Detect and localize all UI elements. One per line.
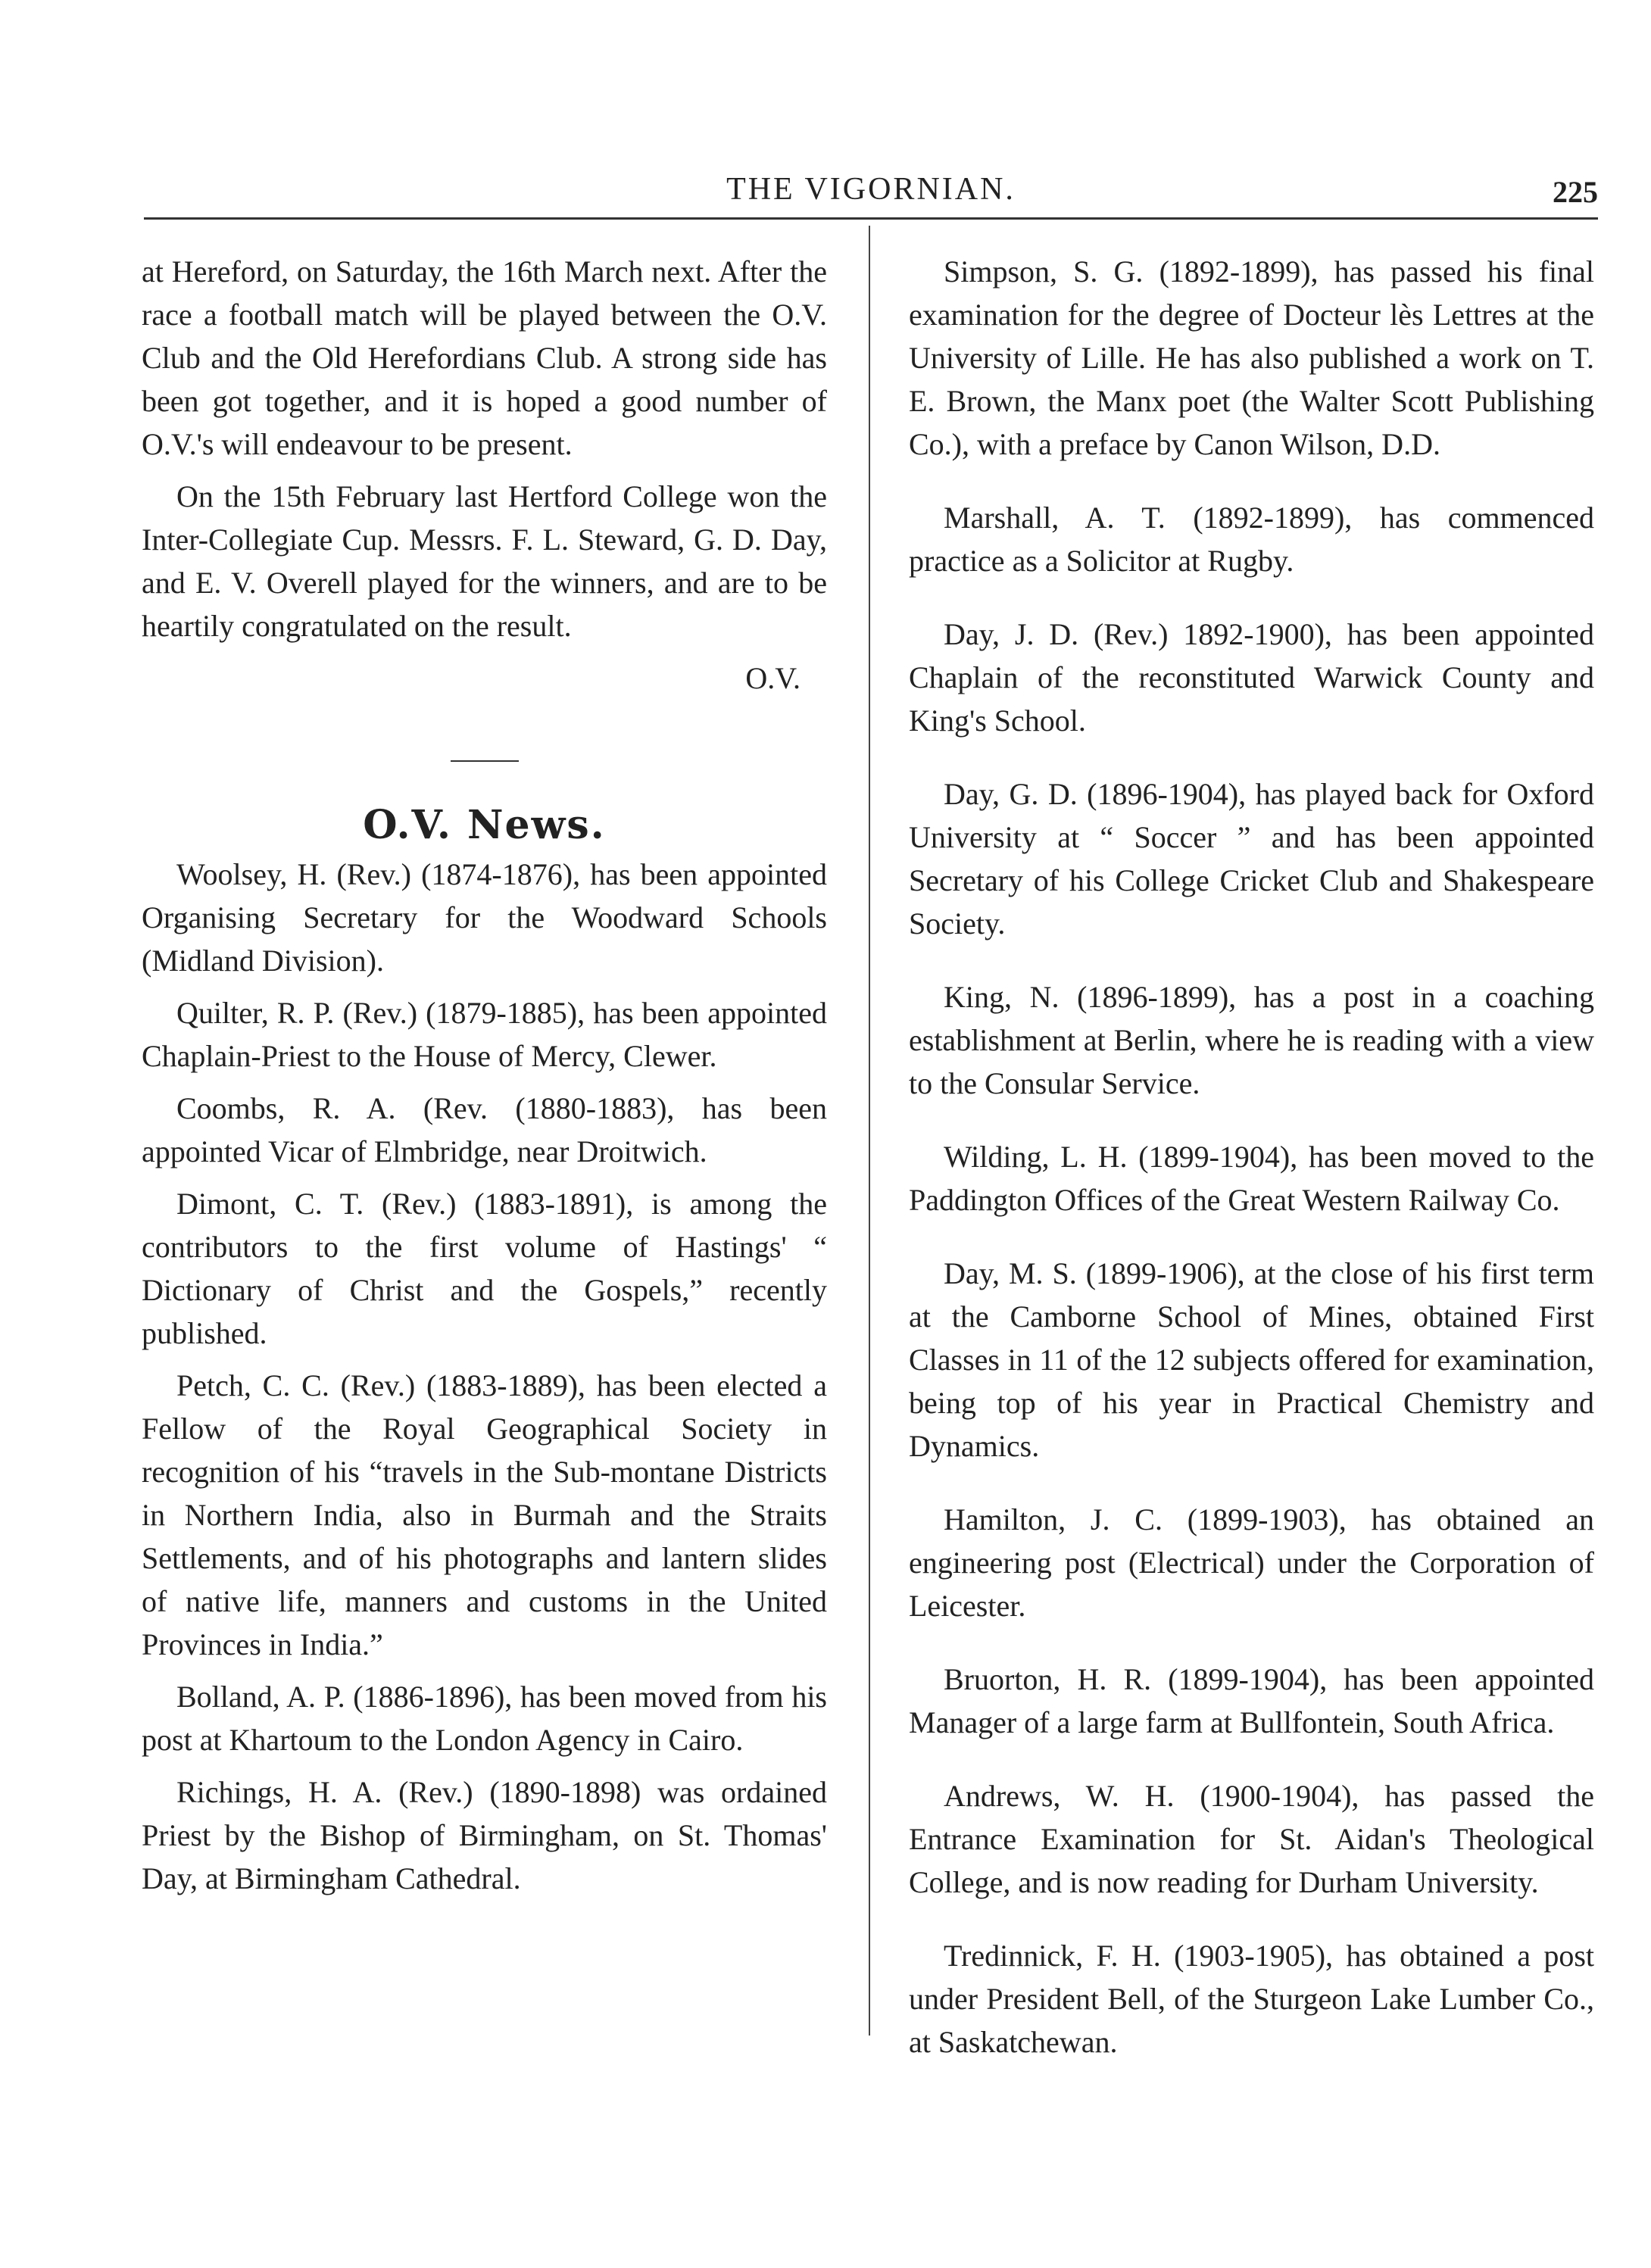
signature: O.V. xyxy=(745,661,801,695)
section-heading: O.V. News. xyxy=(363,802,606,848)
news-item: Day, J. D. (Rev.) 1892-1900), has been appointed Chaplain of the reconstituted Warwick County and King's School. xyxy=(909,617,1594,738)
news-item: Andrews, W. H. (1900-1904), has passed the Entrance Examination for St. Aidan's Theological College, and is now reading for Durham University. xyxy=(909,1779,1594,1899)
running-head xyxy=(144,168,1598,214)
news-item: Dimont, C. T. (Rev.) (1883-1891), is among the contributors to the first volume of Hastings' “ Dictionary of Christ and the Gospels,” recently published. xyxy=(142,1187,827,1350)
news-item: Bolland, A. P. (1886-1896), has been moved from his post at Khartoum to the London Agency in Cairo. xyxy=(142,1680,827,1757)
news-item: Day, G. D. (1896-1904), has played back for Oxford University at “ Soccer ” and has been appointed Secretary of his College Cricket Club and Shakespeare Society. xyxy=(909,777,1594,941)
news-item: Wilding, L. H. (1899-1904), has been moved to the Paddington Offices of the Great Western Railway Co. xyxy=(909,1140,1594,1217)
page-number: 225 xyxy=(1553,175,1598,209)
news-item: Day, M. S. (1899-1906), at the close of his first term at the Camborne School of Mines, obtained First Classes in 11 of the 12 subjects offered for examination, being top of his year in Practical Chemistry and Dynamics. xyxy=(909,1256,1594,1463)
intro-paragraph: On the 15th February last Hertford College won the Inter-Collegiate Cup. Messrs. F. L. Steward, G. D. Day, and E. V. Overell played for the winners, and are to be heartily congratulated on the result. xyxy=(142,479,827,643)
news-item: Quilter, R. P. (Rev.) (1879-1885), has been appointed Chaplain-Priest to the House of Mercy, Clewer. xyxy=(142,996,827,1073)
news-item: Petch, C. C. (Rev.) (1883-1889), has been elected a Fellow of the Royal Geographical Society in recognition of his “travels in the Sub-montane Districts in Northern India, also in Burmah and the Straits Settlements, and of his photographs and lantern slides of native life, manners and customs in the United Provinces in India.” xyxy=(142,1368,827,1661)
intro-paragraph: at Hereford, on Saturday, the 16th March next. After the race a football match will be played between the O.V. Club and the Old Herefordians Club. A strong side has been got together, and it is hoped a good number of O.V.'s will endeavour to be present. xyxy=(142,254,827,461)
news-item: Marshall, A. T. (1892-1899), has commenced practice as a Solicitor at Rugby. xyxy=(909,501,1594,578)
news-item: Bruorton, H. R. (1899-1904), has been appointed Manager of a large farm at Bullfontein, South Africa. xyxy=(909,1662,1594,1739)
section-divider xyxy=(451,760,519,762)
news-item: Richings, H. A. (Rev.) (1890-1898) was ordained Priest by the Bishop of Birmingham, on St. Thomas' Day, at Birmingham Cathedral. xyxy=(142,1775,827,1895)
column-divider xyxy=(869,226,870,2036)
left-column xyxy=(142,250,827,1909)
news-item: King, N. (1896-1899), has a post in a coaching establishment at Berlin, where he is reading with a view to the Consular Service. xyxy=(909,980,1594,1100)
journal-title: THE VIGORNIAN. xyxy=(726,172,1016,207)
right-column xyxy=(909,250,1594,2094)
header-rule xyxy=(144,217,1598,220)
news-item: Simpson, S. G. (1892-1899), has passed his final examination for the degree of Docteur lès Lettres at the University of Lille. He has also published a work on T. E. Brown, the Manx poet (the Walter Scott Publishing Co.), with a preface by Canon Wilson, D.D. xyxy=(909,254,1594,461)
news-item: Tredinnick, F. H. (1903-1905), has obtained a post under President Bell, of the Sturgeon Lake Lumber Co., at Saskatchewan. xyxy=(909,1939,1594,2059)
news-item: Woolsey, H. (Rev.) (1874-1876), has been appointed Organising Secretary for the Woodward Schools (Midland Division). xyxy=(142,857,827,978)
news-item: Coombs, R. A. (Rev. (1880-1883), has been appointed Vicar of Elmbridge, near Droitwich. xyxy=(142,1091,827,1168)
news-item: Hamilton, J. C. (1899-1903), has obtained an engineering post (Electrical) under the Corporation of Leicester. xyxy=(909,1502,1594,1623)
